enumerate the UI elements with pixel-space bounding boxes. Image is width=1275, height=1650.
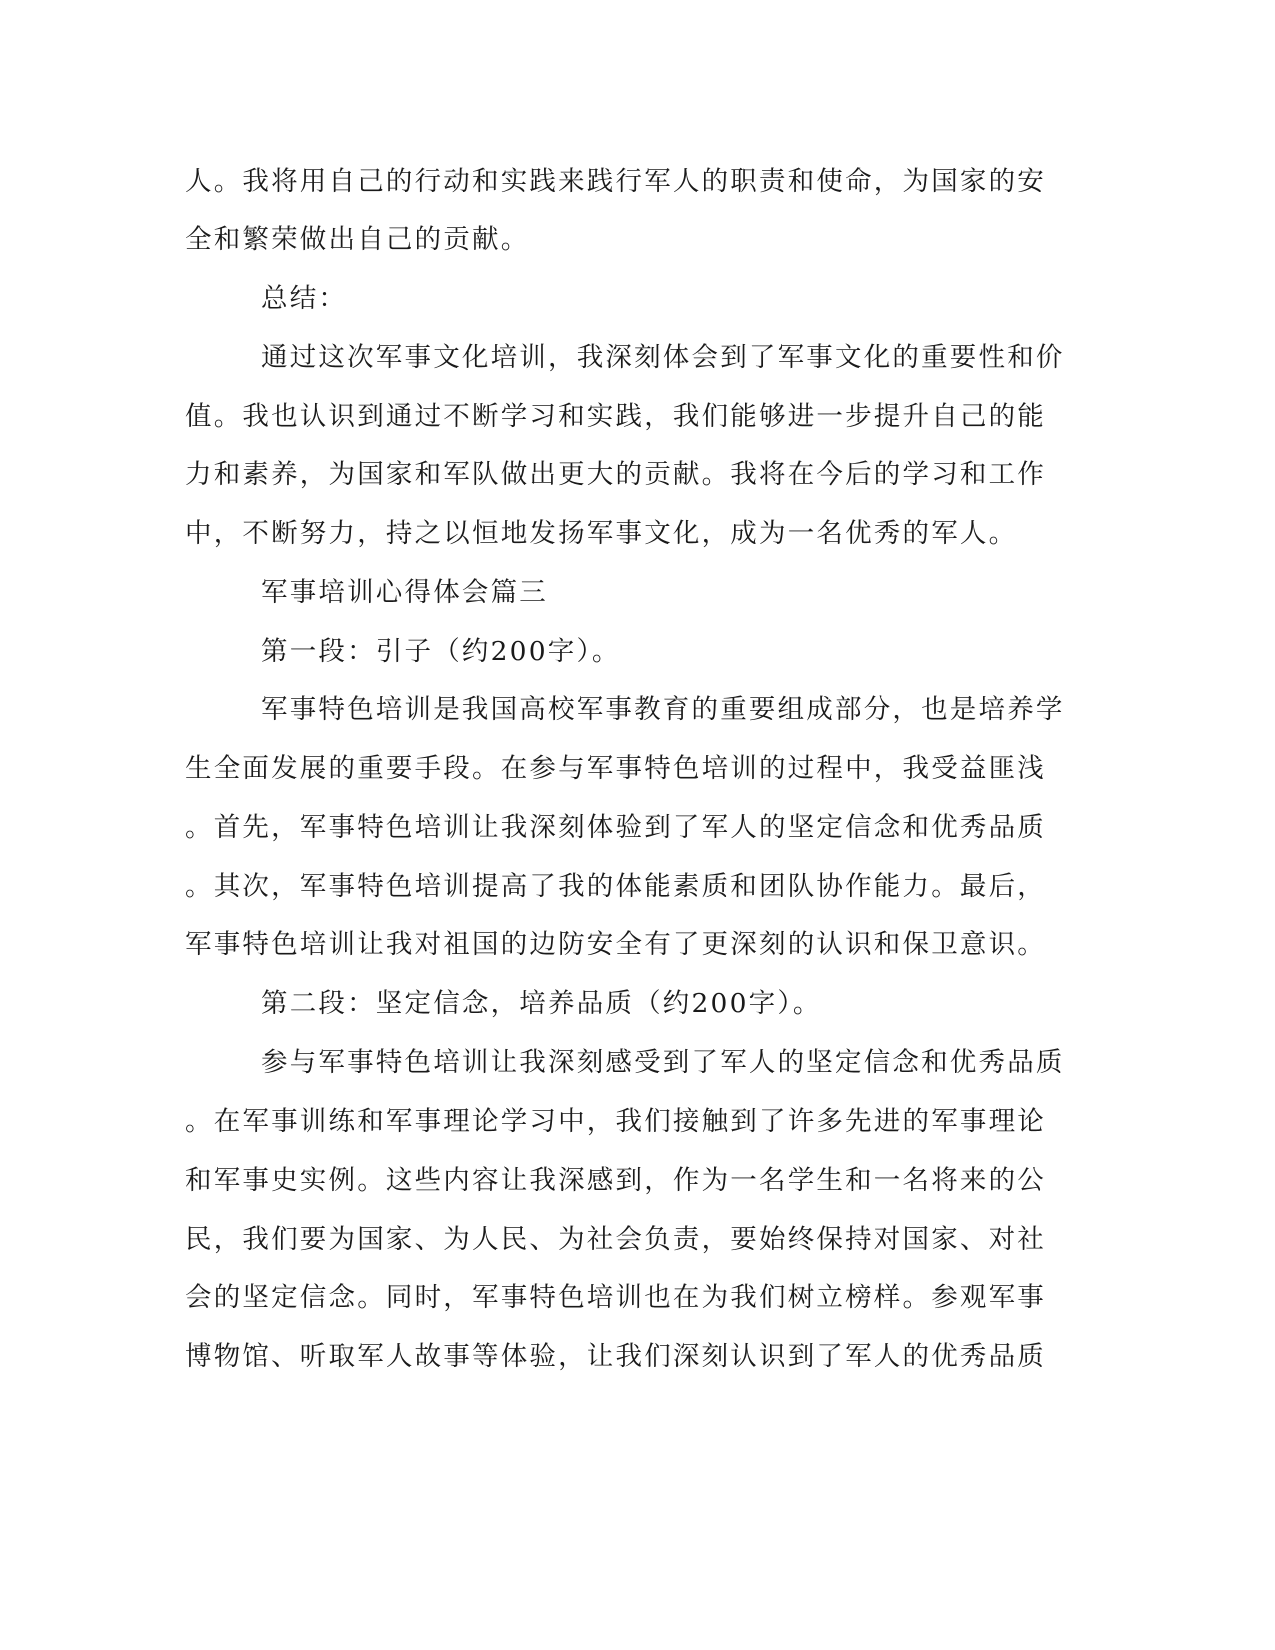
text-line: 人。我将用自己的行动和实践来践行军人的职责和使命，为国家的安	[185, 166, 1046, 197]
text-line: 参与军事特色培训让我深刻感受到了军人的坚定信念和优秀品质	[261, 1047, 1065, 1078]
text-line: 通过这次军事文化培训，我深刻体会到了军事文化的重要性和价	[261, 342, 1065, 373]
text-line: 会的坚定信念。同时，军事特色培训也在为我们树立榜样。参观军事	[185, 1282, 1046, 1313]
text-line: 。首先，军事特色培训让我深刻体验到了军人的坚定信念和优秀品质	[185, 812, 1046, 843]
text-line: 中，不断努力，持之以恒地发扬军事文化，成为一名优秀的军人。	[185, 518, 1018, 549]
text-line: 力和素养，为国家和军队做出更大的贡献。我将在今后的学习和工作	[185, 459, 1046, 490]
text-line: 民，我们要为国家、为人民、为社会负责，要始终保持对国家、对社	[185, 1224, 1046, 1255]
paragraph-heading: 第一段：引子（约200字）。	[261, 636, 621, 667]
text-line: 博物馆、听取军人故事等体验，让我们深刻认识到了军人的优秀品质	[185, 1341, 1046, 1372]
article-title: 军事培训心得体会篇三	[261, 577, 548, 608]
text-line: 值。我也认识到通过不断学习和实践，我们能够进一步提升自己的能	[185, 401, 1046, 432]
text-line: 军事特色培训是我国高校军事教育的重要组成部分，也是培养学	[261, 694, 1065, 725]
text-line: 军事特色培训让我对祖国的边防安全有了更深刻的认识和保卫意识。	[185, 929, 1046, 960]
text-line: 。在军事训练和军事理论学习中，我们接触到了许多先进的军事理论	[185, 1106, 1046, 1137]
text-line: 和军事史实例。这些内容让我深感到，作为一名学生和一名将来的公	[185, 1165, 1046, 1196]
paragraph-heading: 第二段：坚定信念，培养品质（约200字）。	[261, 988, 822, 1019]
text-line: 全和繁荣做出自己的贡献。	[185, 224, 530, 255]
section-label: 总结：	[261, 283, 348, 314]
text-line: 。其次，军事特色培训提高了我的体能素质和团队协作能力。最后，	[185, 871, 1046, 902]
text-line: 生全面发展的重要手段。在参与军事特色培训的过程中，我受益匪浅	[185, 753, 1046, 784]
